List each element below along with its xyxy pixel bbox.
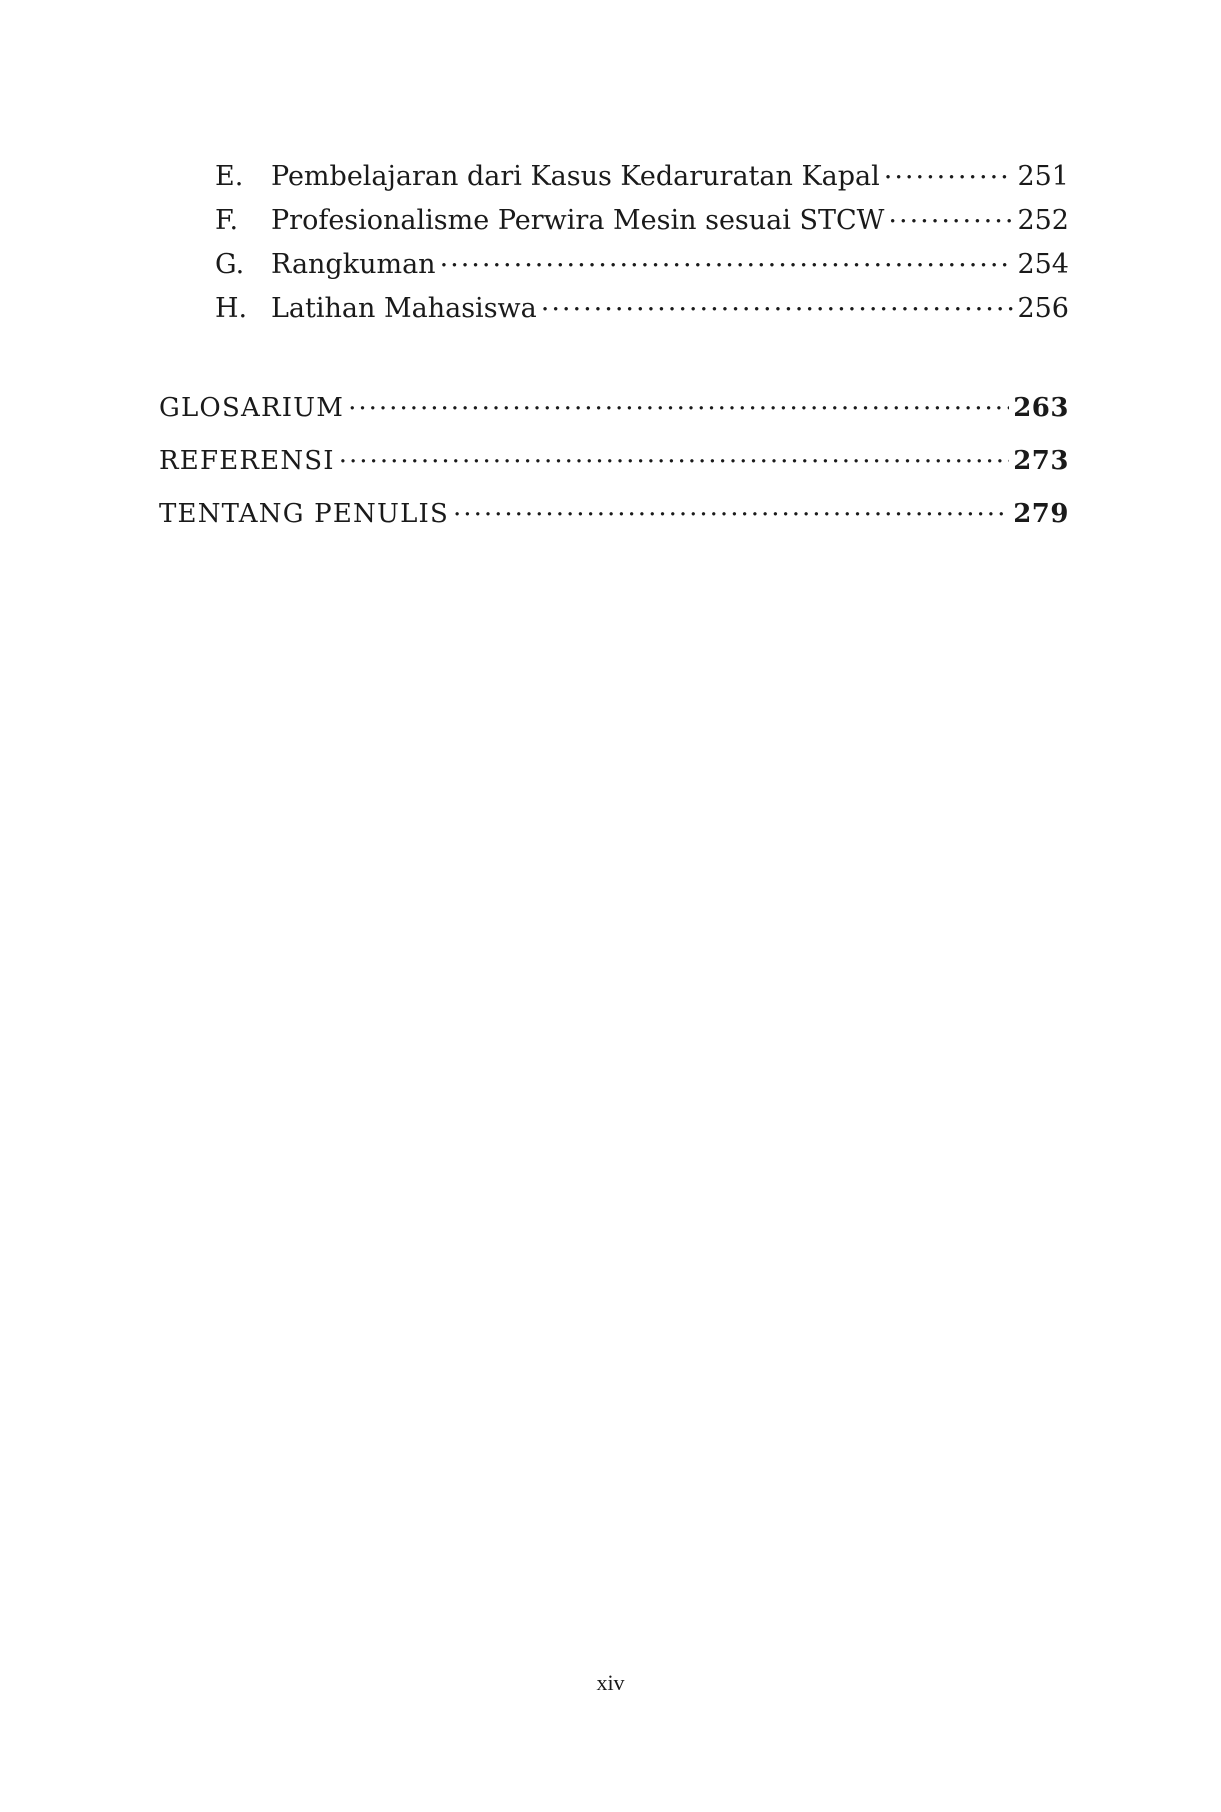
- page-number: xiv: [596, 1670, 625, 1695]
- toc-entry-letter: G.: [215, 249, 245, 280]
- toc-entry-letter: H.: [215, 293, 248, 324]
- dot-leader: [884, 158, 1014, 185]
- dot-leader: [348, 390, 1009, 416]
- toc-entry-title: Rangkuman: [271, 249, 436, 280]
- toc-entry-title: Profesionalisme Perwira Mesin sesuai STCW: [271, 205, 885, 236]
- dot-leader: [888, 202, 1013, 229]
- toc-entry-page: 273: [1013, 446, 1069, 476]
- toc-entry-page: 263: [1013, 393, 1069, 423]
- toc-entry-glosarium[interactable]: [159, 390, 1069, 423]
- toc-entry-tentang-penulis[interactable]: [159, 496, 1069, 529]
- toc-entry-title: REFERENSI: [159, 446, 335, 476]
- toc-entry-title: TENTANG PENULIS: [159, 499, 450, 529]
- toc-entry-page: 254: [1017, 249, 1069, 280]
- toc-entry-f[interactable]: [215, 202, 1069, 236]
- toc-entry-page: 251: [1017, 161, 1069, 192]
- toc-entry-letter: F.: [215, 205, 239, 236]
- toc-entry-page: 279: [1013, 499, 1069, 529]
- dot-leader: [453, 496, 1009, 522]
- toc-entry-page: 252: [1017, 205, 1069, 236]
- dot-leader: [339, 443, 1009, 469]
- toc-entry-g[interactable]: [215, 246, 1069, 280]
- toc-entry-e[interactable]: [215, 158, 1069, 192]
- toc-entry-page: 256: [1017, 293, 1069, 324]
- toc-entry-title: Latihan Mahasiswa: [271, 293, 537, 324]
- toc-entry-h[interactable]: [215, 290, 1069, 324]
- toc-entry-letter: E.: [215, 161, 244, 192]
- toc-entry-title: GLOSARIUM: [159, 393, 345, 423]
- dot-leader: [541, 290, 1014, 317]
- toc-entry-title: Pembelajaran dari Kasus Kedaruratan Kapal: [271, 161, 880, 192]
- toc-entry-referensi[interactable]: [159, 443, 1069, 476]
- dot-leader: [440, 246, 1014, 273]
